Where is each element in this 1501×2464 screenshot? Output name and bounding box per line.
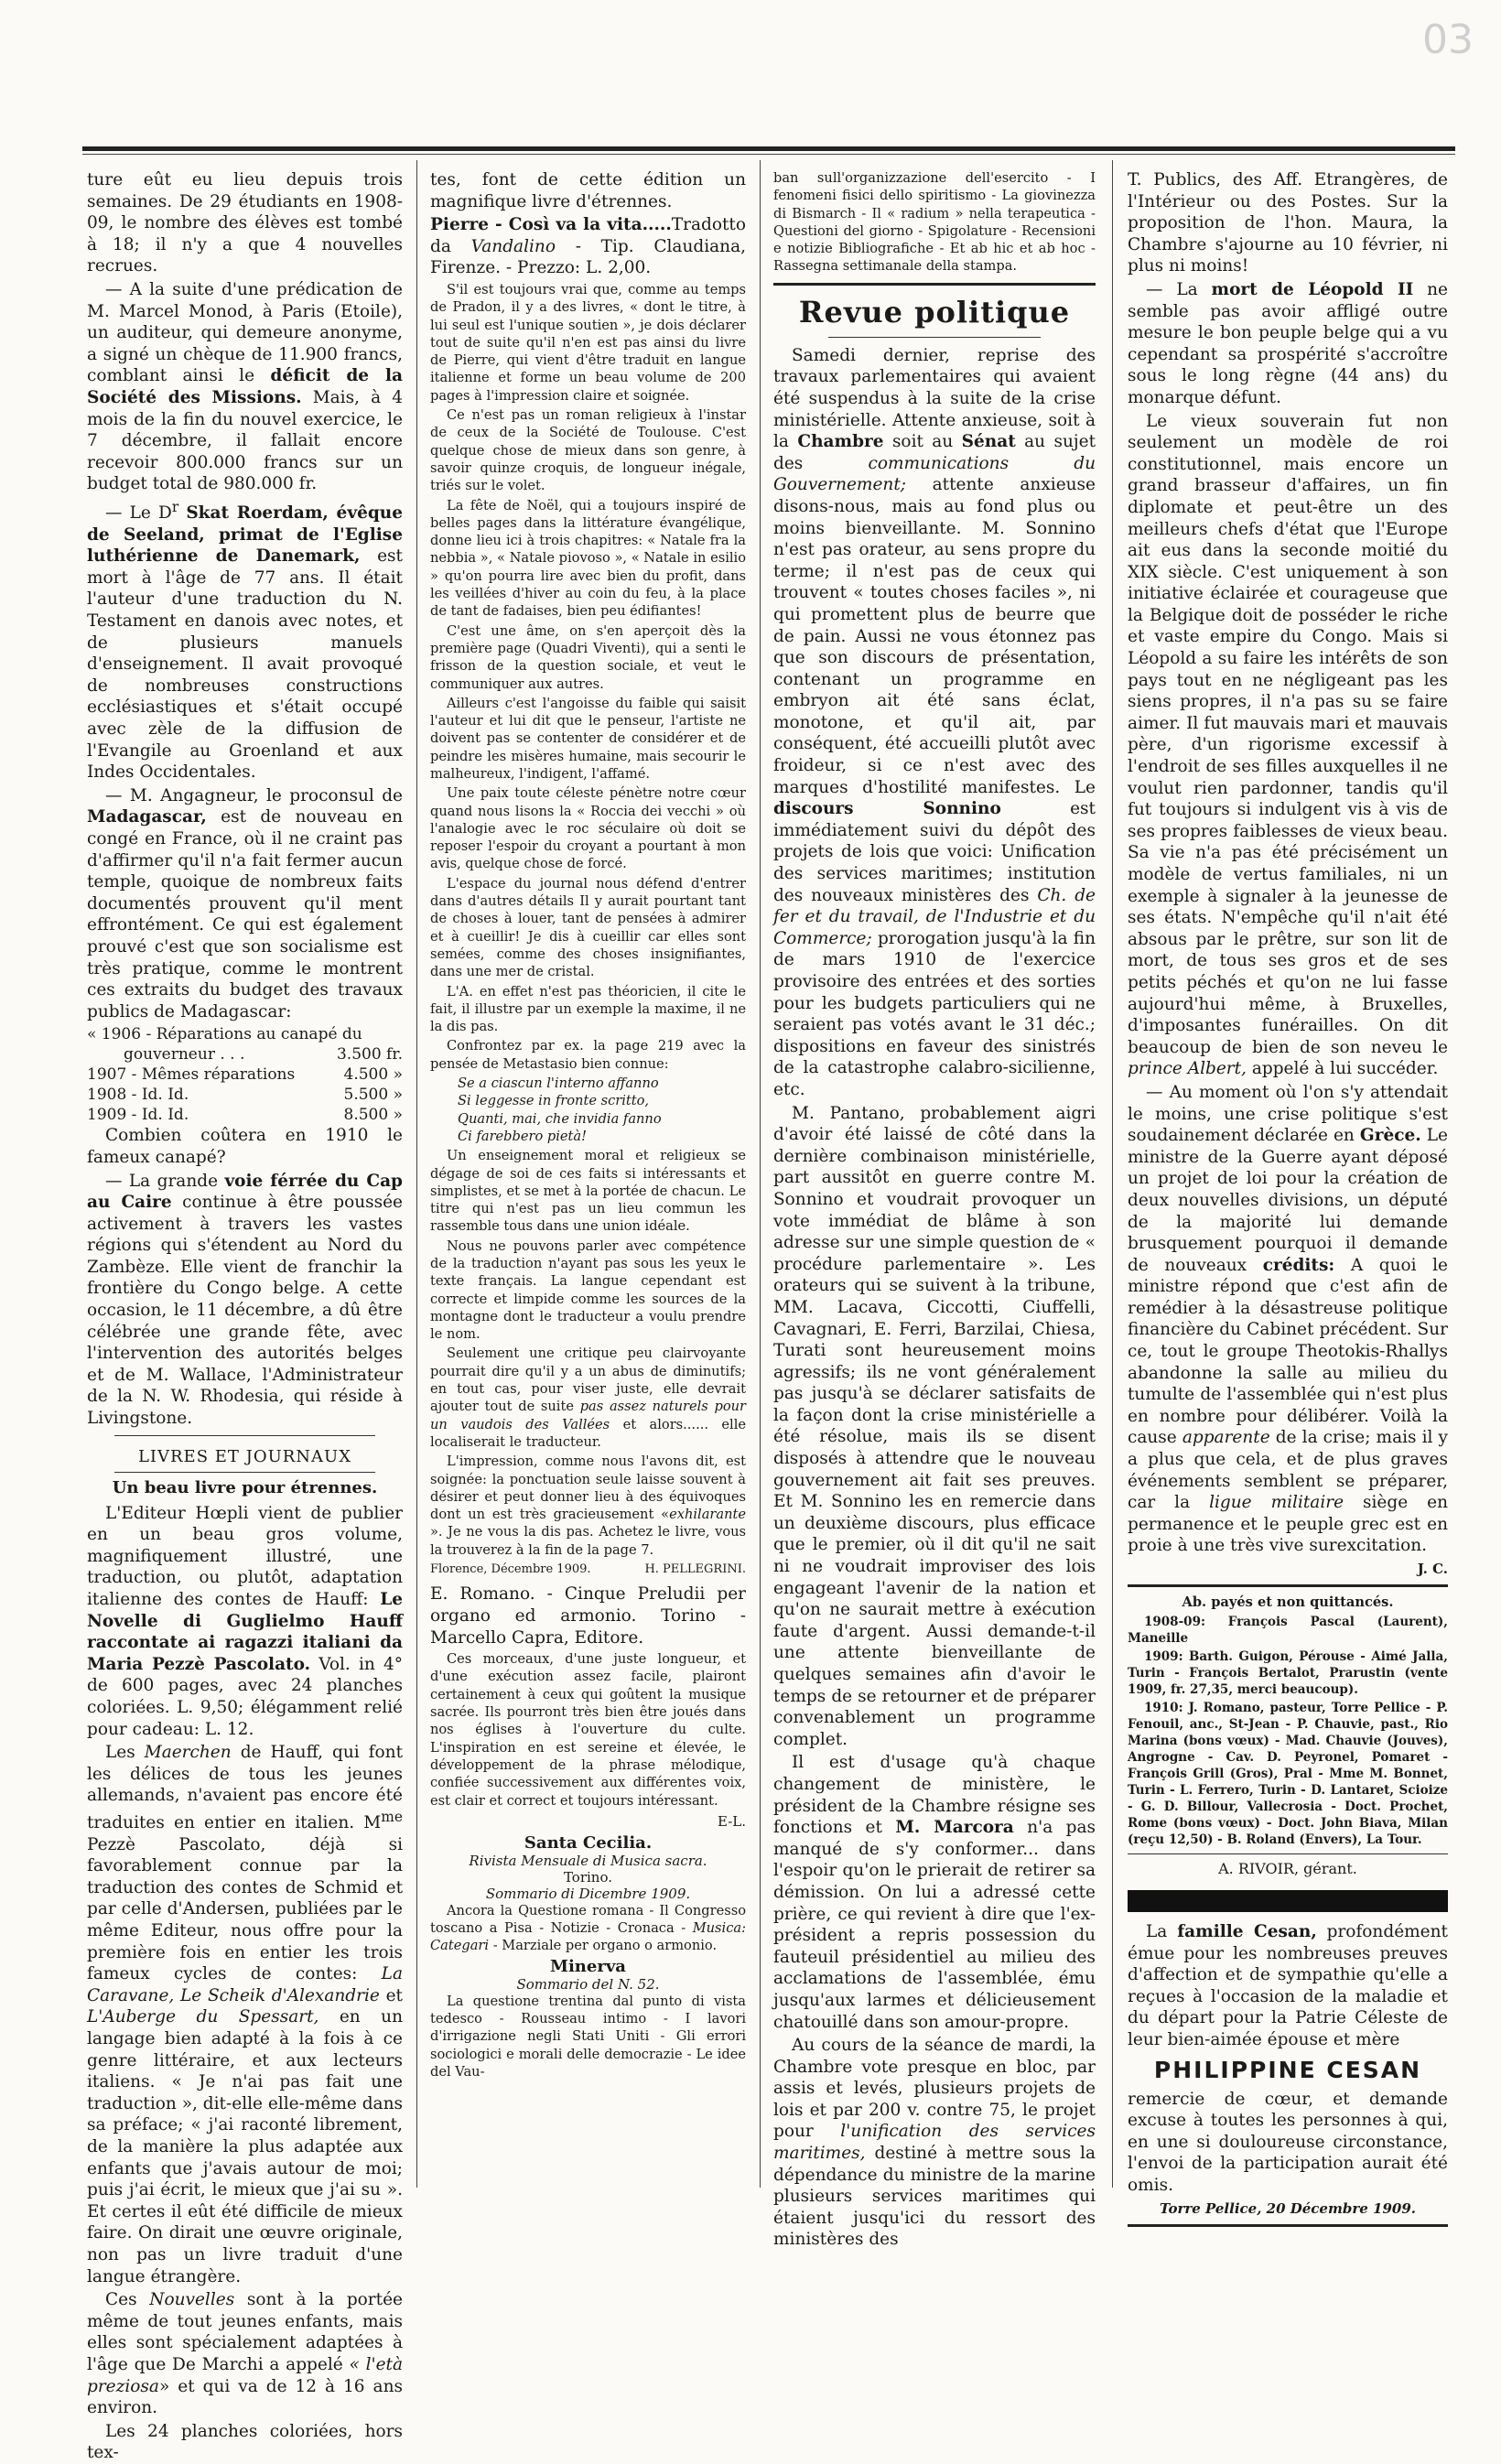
paragraph: Ces Nouvelles sont à la portée même de tout jeunes enfants, mais elles sont spécialement adaptées à l'âge que De Marchi a appelé « l'età preziosa» et qui va de 12 à 16 ans environ. — [87, 2290, 403, 2418]
paragraph: — Au moment où l'on s'y attendait le moins, une crise politique s'est soudainement déclarée en Grèce. Le ministre de la Guerre ayant déposé un projet de loi pour la création de deux nouvelles divisions, un député de la majorité lui demande brusquement pourquoi il demande de nouveaux crédits: A quoi le ministre répond que c'est afin de remédier à la désastreuse politique financière du Cabinet précédent. Sur ce, tout le groupe Theotokis-Rhallys abandonne la salle au milieu du tumulte de l'assemblée qui n'est plus en nombre pour délibérer. Voilà la cause apparente de la crise; mais il y a plus que cela, et de plus graves événements semblent se préparer, car la ligue militaire siège en permanence et le peuple grec est en proie à une très vive surexcitation. — [1128, 1082, 1448, 1556]
receipts-title: Ab. payés et non quittancés. — [1182, 1594, 1394, 1610]
paragraph: Combien coûtera en 1910 le fameux canapé? — [87, 1126, 403, 1167]
receipt-entry: 1909: Barth. Guigon, Pérouse - Aimé Jalla, Turin - François Bertalot, Prarustin (vente 1909, fr. 27,35, merci beaucoup). — [1128, 1649, 1448, 1697]
separator — [1128, 1853, 1448, 1854]
table-row: « 1906 - Réparations au canapé du — [87, 1025, 362, 1044]
paragraph: L'espace du journal nous défend d'entrer dans d'autres détails Il y aurait pourtant tant de choses à louer, tant de pensées à admirer et à cueillir! Je dis à cueillir car elles sont semées, comme des choses insignifiantes, dans une mer de cristal. — [430, 875, 746, 980]
paragraph: Les Maerchen de Hauff, qui font les délices de tous les jeunes allemands, n'avaient pas encore été traduites en entier en italien. $M^{me}$ Pezzè Pascolato, déjà si favorablement connue par la traduction des contes de Schmid et par celle d'Andersen, publiées par le même Editeur, nous offre pour la première fois en entier les trois fameux cycles de contes: La Caravane, Le Scheik d'Alexandrie et L'Auberge du Spessart, en un langage bien adapté à la fois à ce genre littéraire, et aux lecteurs italiens. « Je n'ai pas fait une traduction », dit-elle elle-même dans sa préface; « j'ai raconté librement, de la manière la plus adaptée aux enfants que j'avais autour de moi; puis j'ai écrit, le mieux que j'ai su ». Et certes il eût été difficile de mieux faire. On dirait une œuvre originale, non pas un livre traduit d'une langue étrangère. — [87, 1743, 404, 2286]
paragraph: Ailleurs c'est l'angoisse du faible qui saisit l'auteur et lui dit que le penseur, l'artiste ne doivent pas se contenter de considérer et de peindre les misères humaine, mais secourir le malheureux, l'indigent, l'affamé. — [430, 695, 746, 782]
paragraph: — M. Angagneur, le proconsul de Madagascar, est de nouveau en congé en France, où il ne craint pas d'affirmer qu'il n'a fait fermer aucun temple, quoique de nombreux faits documentés prouvent qu'il ment effrontément. Ce qui est également prouvé c'est que son socialisme est très pratique, comme le montrent ces extraits du budget des travaux publics de Madagascar: — [87, 785, 404, 1021]
paragraph: M. Pantano, probablement aigri d'avoir été laissé de côté dans la dernière combinaison ministérielle, part aussitôt en guerre contre M. Sonnino et voudrait provoquer un vote immédiat de blâme à son adresse sur une simple question de « procédure parlementaire ». Les orateurs qui se suivent à la tribune, MM. Lacava, Ciccotti, Ciuffelli, Cavagnari, E. Ferri, Barzilai, Chiesa, Turati sont heureusement moins agressifs; ils ne vont généralement pas jusqu'à se déclarer satisfaits de la façon dont la crise ministérielle a été résolue, mais ils se disent disposés à attendre que le nouveau gouvernement ait fait ses preuves. Et M. Sonnino les en remercie dans un deuxième discours, plus efficace que le premier, où il dit qu'il ne sait ni ne voudrait improviser des lois engageant l'avenir de la nation et qu'on ne saurait mettre à exécution faute d'argent. Aussi demande-t-il une attente bienveillante de quelques semaines afin d'avoir le temps de se retourner et de préparer convenablement un programme complet. — [773, 1103, 1096, 1749]
paragraph: L'A. en effet n'est pas théoricien, il cite le fait, il illustre par un exemple la maxime, il ne la dis pas. — [430, 983, 746, 1035]
paragraph: — La mort de Léopold II ne semble pas avoir affligé outre mesure le bon peuple belge qui a vu cependant sa prospérité s'accroître sous le long règne (44 ans) du monarque défunt. — [1128, 279, 1448, 407]
column-1 — [87, 169, 404, 2463]
periodical-title: Minerva — [550, 1956, 626, 1976]
paragraph: La fête de Noël, qui a toujours inspiré de belles pages dans la littérature évangélique, donne lieu ici à trois chapitres: « Natale fra la nebbia », « Natale piovoso », « Natale in esilio » qu'on pourra lire avec bien du profit, dans les veillées d'hiver au coin du feu, à la place de tant de fadaises, bien peu édifiantes! — [430, 497, 746, 620]
notice-signature: Torre Pellice, 20 Décembre 1909. — [1160, 2199, 1416, 2217]
periodical-title: Santa Cecilia. — [524, 1832, 653, 1853]
paragraph: Le vieux souverain fut non seulement un modèle de roi constitutionnel, mais encore un grand brasseur d'affaires, un fin diplomate et peut-être un des meilleurs chefs d'état que l'Europe ait eus dans la seconde moitié du XIX siècle. C'est uniquement à son initiative éclairée et courageuse que la Belgique doit de posséder le riche et vaste empire du Congo. Mais si Léopold a su faire les intérêts de son pays tout en ne négligeant pas les siens propres, il n'a pas su se faire aimer. Il fut mauvais mari et mauvais père, d'un rigorisme excessif à l'endroit de ses filles auxquelles il ne voulut rien pardonner, tandis qu'il fut toujours si indulgent vis à vis de ses propres faiblesses de vieux beau. Sa vie n'a pas été précisément un modèle de vertus familiales, ni un exemple à signaler à la jeunesse de ses états. N'empêche qu'il n'ait été absous par le prêtre, sur son lit de mort, de tous ses gros et de ses petits péchés et qu'on ne lui fasse aujourd'hui même, à Bruxelles, d'imposantes funérailles. On dit beaucoup de bien de son neveu le prince Albert, appelé à lui succéder. — [1128, 411, 1448, 1079]
paragraph: — La grande voie férrée du Cap au Caire continue à être poussée activement à travers les vastes régions qui s'étendent au Nord du Zambèze. Elle vient de franchir la frontière du Congo belge. A cette occasion, le 11 décembre, a dû être célébrée une grande fête, avec l'intervention des autorités belges et de M. Wallace, l'Administrateur de la N. W. Rhodesia, qui réside à Livingstone. — [87, 1171, 404, 1429]
paragraph: — Le $D^r$ Skat Roerdam, évêque de Seeland, primat de l'Eglise luthérienne de Danemark, est mort à l'âge de 77 ans. Il était l'auteur d'une traduction du N. Testament en danois avec notes, et de plusieurs manuels d'enseignement. Il avait provoqué de nombreuses constructions ecclésiastiques et s'était occupé avec zèle de la diffusion de l'Evangile au Groenland et aux Indes Occidentales. — [87, 498, 403, 783]
paragraph: La questione trentina dal punto di vista tedesco - Rousseau intimo - I lavori d'irrigazione negli Stati Uniti - Gli errori sociologici e morali delle democrazie - Le idee del Vau- — [430, 1993, 746, 2080]
paragraph: Il est d'usage qu'à chaque changement de ministère, le président de la Chambre résigne ses fonctions et M. Marcora n'a pas manqué de s'y conformer... dans l'espoir qu'on le prierait de retirer sa démission. On lui a adressé cette prière, ce qui revient à dire que l'ex-président a repris possession du fauteuil présidentiel au milieu des acclamations de l'assemblée, ému jusqu'aux larmes et délicieusement chatouillé dans son amour-propre. — [773, 1753, 1096, 2032]
column-4 — [1128, 169, 1448, 2217]
separator — [1128, 1584, 1448, 1587]
table-row: 1907 - Mêmes réparations 4.500 » — [87, 1065, 403, 1085]
top-rule-thin — [82, 154, 1455, 155]
paragraph: Un enseignement moral et religieux se dégage de soi de ces faits si intéressants et simplistes, et se met à la portée de chacun. Le titre qui n'est pas un lieu commun les rassemble tous dans une union idéale. — [430, 1148, 746, 1235]
paragraph: Ce n'est pas un roman religieux à l'instar de ceux de la Société de Toulouse. C'est quelque chose de mieux dans son genre, à savoir quinze croquis, de longueur inégale, triés sur le volet. — [430, 407, 746, 494]
periodical-summary: Sommario del N. 52. — [516, 1975, 660, 1993]
poem-line: Si leggesse in fronte scritto, — [458, 1093, 650, 1109]
column-divider — [416, 160, 417, 2188]
black-bar — [1128, 1890, 1448, 1912]
paragraph: Une paix toute céleste pénètre notre cœur quand nous lisons la « Roccia dei vecchi » où l'analogie avec le roc séculaire où doit se reposer l'espoir du croyant a pourtant à mon avis, quelque chose de forcé. — [430, 785, 746, 872]
table-row: gouverneur . . . 3.500 fr. — [124, 1045, 403, 1064]
separator — [773, 283, 1096, 286]
paragraph: Seulement une critique peu clairvoyante pourrait dire qu'il y a un abus de diminutifs; en tout cas, pour viser juste, elle devrait ajouter tout de suite pas assez naturels pour un vaudois des Vallées et alors...... elle localiserait le traducteur. — [430, 1345, 747, 1450]
column-2 — [430, 169, 746, 2183]
paragraph: Ancora la Questione romana - Il Congresso toscano a Pisa - Notizie - Cronaca - Musica: Categari - Marziale per organo o armonio. — [430, 1902, 746, 1954]
paragraph: Samedi dernier, reprise des travaux parlementaires qui avaient été suspendus à la suite de la crise ministérielle. Attente anxieuse, soit à la Chambre soit au Sénat au sujet des communications du Gouvernement; attente anxieuse disons-nous, mais au fond plus ou moins bienveillante. M. Sonnino n'est pas orateur, au sens propre du terme; il n'est pas de ceux qui trouvent « toutes choses faciles », ni qui promettent plus de beurre que de pain. Aussi ne vous étonnez pas que son discours de présentation, contenant un programme en embryon ait été sans éclat, monotone, et qu'il ait, par conséquent, été accueilli plutôt avec froideur, si ce n'est avec des marques d'hostilité manifestes. Le discours Sonnino est immédiatement suivi du dépôt des projets de lois que voici: Unification des services maritimes; institution des nouveaux ministères des Ch. de fer et du travail, de l'Industrie et du Commerce; prorogation jusqu'à la fin de mars 1910 de l'exercice provisoire des entrées et des sorties pour les budgets particuliers qui ne seraient pas votés avant le 31 déc.; dispositions en faveur des sinistrés de la catastrophe calabro-sicilienne, etc. — [773, 345, 1096, 1099]
paragraph: Nous ne pouvons parler avec compétence de la traduction n'ayant pas sous les yeux le texte français. La langue cependant est correcte et limpide comme les sources de la montagne dont le traducteur a voulu prendre le nom. — [430, 1237, 746, 1343]
paragraph: ture eût eu lieu depuis trois semaines. De 29 étudiants en 1908-09, le nombre des élèves est tombé à 18; il n'y a que 4 nouvelles recrues. — [87, 170, 403, 276]
top-rule — [82, 146, 1455, 151]
manager-signature: A. RIVOIR, gérant. — [1218, 1860, 1357, 1877]
table-row: 1908 - Id. Id. 5.500 » — [87, 1086, 403, 1105]
signature: E-L. — [717, 1812, 746, 1830]
paragraph: L'impression, comme nous l'avons dit, est soignée: la ponctuation seule laisse souvent à désirer et peut donner lieu à des équivoques dont un est très gracieusement «exhilarante ». Je ne vous la dis pas. Achetez le livre, vous la trouverez à la fin de la page 7. — [430, 1454, 746, 1558]
signature: J. C. — [1417, 1561, 1448, 1577]
receipt-entry: 1908-09: François Pascal (Laurent), Maneille — [1128, 1615, 1448, 1646]
paragraph: — A la suite d'une prédication de M. Marcel Monod, à Paris (Etoile), un auditeur, qui demeure anonyme, a signé un chèque de 11.900 francs, comblant ainsi le déficit de la Société des Missions. Mais, à 4 mois de la fin du nouvel exercice, le 7 décembre, il fallait encore recevoir 800.000 francs sur un budget total de 980.000 fr. — [87, 279, 404, 494]
paragraph: L'Editeur Hœpli vient de publier en un beau gros volume, magnifiquement illustré, une traduction, ou plutôt, adaptation italienne des contes de Hauff: Le Novelle di Guglielmo Hauff raccontate ai ragazzi italiani da Maria Pezzè Pascolato. Vol. in 4° de 600 pages, avec 24 planches coloriées. L. 9,50; élégamment relié pour cadeau: L. 12. — [87, 1503, 403, 1739]
poem-line: Ci farebbero pietà! — [458, 1128, 587, 1144]
notice-paragraph: remercie de cœur, et demande excuse à toutes les personnes à qui, en une si douloureuse circonstance, l'envoi de la participation aurait été omis. — [1128, 2089, 1448, 2195]
notice-paragraph: La famille Cesan, profondément émue pour les nombreuses preuves d'affection et de sympathie qu'elle a reçues à l'occasion de la maladie et du départ pour la Patrie Céleste de leur bien-aimée épouse et mère — [1128, 1922, 1448, 2049]
book-entry: Pierre - Così va la vita.....Tradotto da Vandalino - Tip. Claudiana, Firenze. - Prezzo: L. 2,00. — [430, 215, 746, 278]
table-row: 1909 - Id. Id. 8.500 » — [87, 1106, 403, 1125]
paragraph: ban sull'organizzazione dell'esercito - I fenomeni fisici dello spiritismo - La giovinezza di Bismarch - Il « radium » nella terapeutica - Questioni del giorno - Spigolature - Recensioni e notizie Bibliografiche - Et ab hic et ab hoc - Rassegna settimanale della stampa. — [773, 170, 1096, 275]
column-3 — [773, 169, 1096, 2250]
separator — [828, 337, 1041, 338]
deceased-name: PHILIPPINE CESAN — [1153, 2056, 1422, 2083]
section-rule — [114, 1472, 375, 1473]
poem — [430, 1075, 746, 1145]
paragraph: S'il est toujours vrai que, comme au temps de Pradon, il y a des livres, « dont le titre, à lui seul est l'unique soutien », je dois déclarer tout de suite qu'il n'en est pas ainsi du livre de Pierre, qui vient d'être traduit en langue italienne et forme un beau volume de 200 pages à l'impression claire et soignée. — [430, 281, 746, 404]
page-number: 03 — [1422, 16, 1474, 63]
paragraph: Les 24 planches coloriées, hors tex- — [87, 2421, 403, 2463]
periodical-summary: Sommario di Dicembre 1909. — [485, 1885, 691, 1902]
periodical-city: Torino. — [563, 1868, 613, 1886]
budget-table — [87, 1024, 403, 1125]
column-divider — [760, 160, 761, 2188]
separator — [1128, 2224, 1448, 2227]
article-title: Un beau livre pour étrennes. — [112, 1477, 378, 1497]
section-title: Revue politique — [798, 294, 1071, 330]
column-divider — [1112, 160, 1113, 2188]
book-entry: E. Romano. - Cinque Preludii per organo ed armonio. Torino - Marcello Capra, Editore. — [430, 1584, 746, 1648]
paragraph: T. Publics, des Aff. Etrangères, de l'Intérieur ou des Postes. Sur la proposition de l'hon. Maura, la Chambre s'ajourne au 10 février, ni plus ni moins! — [1128, 170, 1448, 276]
periodical-subtitle: Rivista Mensuale di Musica sacra. — [469, 1852, 707, 1869]
paragraph: tes, font de cette édition un magnifique livre d'étrennes. — [430, 170, 746, 211]
receipt-entry: 1910: J. Romano, pasteur, Torre Pellice - P. Fenouil, anc., St-Jean - P. Chauvie, past., Rio Marina (bons vœux) - Mad. Chauvie (Jouves), Angrogne - Cav. D. Peyronel, Pomaret - François Grill (Gros), Pral - Mme M. Bonnet, Turin - L. Ferrero, Turin - D. Lantaret, Scioize - G. D. Billour, Vallecrosia - Doct. Prochet, Rome (bons vœux) - Doct. John Biava, Milan (reçu 12,50) - B. Roland (Envers), La Tour. — [1128, 1701, 1448, 1847]
section-rule — [114, 1435, 375, 1436]
paragraph: C'est une âme, on s'en aperçoit dès la première page (Quadri Viventi), qui a senti le frisson de la question sociale, et veut le communiquer aux autres. — [430, 622, 746, 692]
poem-line: Quanti, mai, che invidia fanno — [458, 1110, 662, 1127]
paragraph: Confrontez par ex. la page 219 avec la pensée de Metastasio bien connue: — [430, 1038, 746, 1072]
section-title: LIVRES ET JOURNAUX — [137, 1446, 352, 1466]
poem-line: Se a ciascun l'interno affanno — [458, 1075, 659, 1092]
paragraph: Ces morceaux, d'une juste longueur, et d'une exécution assez facile, plairont certainement à ceux qui goûtent la musique sacrée. Ils pourront très bien être joués dans nos églises à l'ouverture du culte. L'inspiration en est sereine et élevée, le développement de la phrase mélodique, confiée successivement aux différentes voix, est clair et correct et toujours intéressant. — [430, 1651, 746, 1809]
paragraph: Au cours de la séance de mardi, la Chambre vote presque en bloc, par assis et levés, plusieurs projets de lois et par 200 v. contre 75, le projet pour l'unification des services maritimes, destiné à mettre sous la dépendance du ministre de la marine plusieurs services maritimes qui étaient jusqu'ici du ressort des ministères des — [773, 2036, 1096, 2250]
signature: Florence, Décembre 1909. H. PELLEGRINI. — [430, 1562, 746, 1577]
